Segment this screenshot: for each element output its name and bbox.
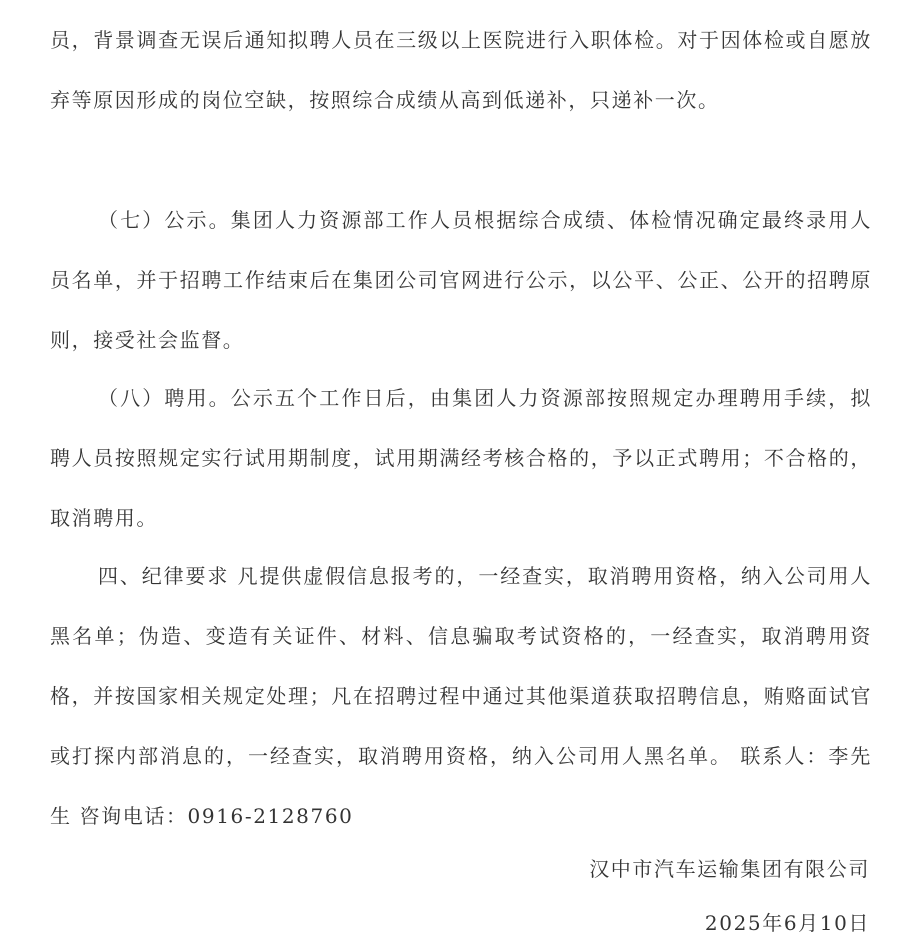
signature-date: 2025年6月10日 xyxy=(704,911,870,935)
paragraph-publicity: （七）公示。集团人力资源部工作人员根据综合成绩、体检情况确定最终录用人员名单，并于招聘工作结束后在集团公司官网进行公示，以公平、公正、公开的招聘原则，接受社会监督。 xyxy=(50,208,872,352)
paragraph-discipline: 四、纪律要求 凡提供虚假信息报考的，一经查实，取消聘用资格，纳入公司用人黑名单；伪造、变造有关证件、材料、信息骗取考试资格的，一经查实，取消聘用资格，并按国家相关规定处理；凡在招聘过程中通过其他渠道获取招聘信息，贿赂面试官或打探内部消息的，一经查实，取消聘用资格，纳入公司用人黑名单。 联系人：李先生 咨询电话：0916-2128760 xyxy=(50,564,872,828)
signature-organization: 汉中市汽车运输集团有限公司 xyxy=(589,857,870,881)
paragraph-background-check: 员，背景调查无误后通知拟聘人员在三级以上医院进行入职体检。对于因体检或自愿放弃等原因形成的岗位空缺，按照综合成绩从高到低递补，只递补一次。 xyxy=(50,28,872,112)
paragraph-employment: （八）聘用。公示五个工作日后，由集团人力资源部按照规定办理聘用手续，拟聘人员按照规定实行试用期制度，试用期满经考核合格的，予以正式聘用；不合格的，取消聘用。 xyxy=(50,386,872,530)
